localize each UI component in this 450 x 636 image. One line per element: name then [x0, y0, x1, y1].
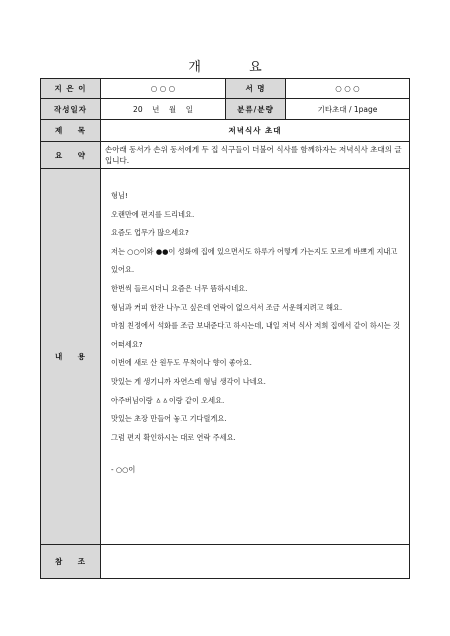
author-value: ○ ○ ○: [101, 79, 226, 99]
letter-line: 저는 ○○이와 ●●이 성화에 집에 있으면서도 하루가 어떻게 가는지도 모르게 바쁘게 지내고 있어요.: [111, 246, 398, 275]
subject-label: 제 목: [41, 120, 101, 142]
reference-value: [101, 545, 410, 579]
date-label: 작성일자: [41, 99, 101, 120]
letter-line: 이번에 새로 산 원두도 무척이나 향이 좋아요.: [111, 358, 252, 368]
overview-form: [40, 78, 410, 579]
letter-line: 맛있는 게 생기니까 자연스레 형님 생각이 나네요.: [111, 376, 266, 386]
letter-line: 마침 친정에서 석화를 조금 보내준다고 하시는데, 내일 저녁 식사 저희 집에서 같이 하시는 것 어떠세요?: [111, 321, 400, 349]
signature-value: ○ ○ ○: [286, 79, 410, 99]
letter-line: 형님과 커피 한잔 나누고 싶은데 연락이 없으셔서 조금 서운해지려고 해요.: [111, 302, 343, 312]
letter-line: 아주버님이랑 ㅿㅿ이랑 같이 오세요.: [111, 395, 225, 405]
summary-label: 요 약: [41, 142, 101, 169]
summary-value: 손아래 동서가 손위 동서에게 두 집 식구들이 더불어 식사를 함께하자는 저녁식사 초대의 글입니다.: [101, 142, 410, 169]
category-value: 기타초대 / 1page: [286, 99, 410, 120]
category-label: 분류/분량: [226, 99, 286, 120]
letter-line: 맛있는 초장 만들어 놓고 기다릴게요.: [111, 414, 227, 424]
signature-label: 서 명: [226, 79, 286, 99]
letter-sign: - ○○이: [111, 465, 136, 475]
letter-line: 형님!: [111, 191, 128, 200]
document-title: 개 요: [188, 60, 284, 75]
letter-body: [101, 169, 410, 545]
content-label: 내 용: [41, 169, 101, 545]
date-value: 20 년 월 일: [101, 99, 226, 120]
reference-label: 참 조: [41, 545, 101, 579]
letter-line: 오랜만에 편지를 드리네요.: [111, 209, 195, 219]
letter-line: 한번씩 들르시더니 요즘은 너무 뜸하시네요.: [111, 283, 248, 293]
letter-line: 요즘도 업무가 많으세요?: [111, 228, 189, 238]
subject-value: 저녁식사 초대: [101, 120, 410, 142]
author-label: 지 은 이: [41, 79, 101, 99]
letter-line: 그럼 편지 확인하시는 대로 연락 주세요.: [111, 432, 236, 442]
